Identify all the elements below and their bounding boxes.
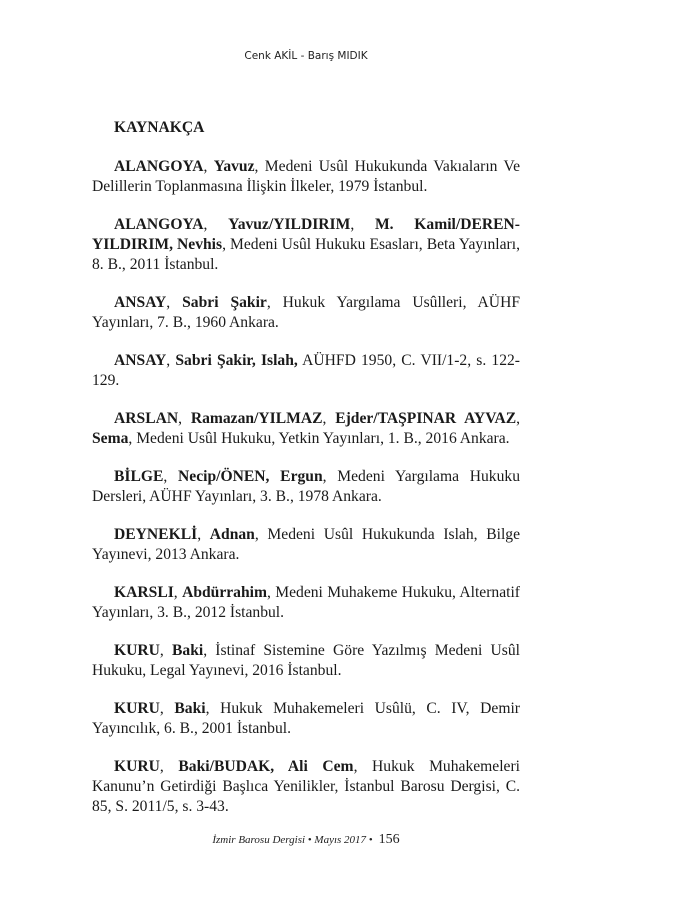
bibliography-entry [92,757,520,817]
bibliography-entry [92,157,520,197]
entry-author: Yavuz/YILDIRIM [228,216,351,233]
entry-author: Baki/BUDAK, Ali Cem [178,758,354,775]
bibliography-entry [92,467,520,507]
bibliography-entry [92,699,520,739]
entry-author: DEYNEKLİ [114,526,198,543]
entry-text: , [166,352,176,369]
bibliography-entry [92,525,520,565]
entry-author: Ejder/TAŞPINAR AYVAZ [335,410,517,427]
page-number: 156 [378,832,400,847]
entry-author: ANSAY [114,294,167,311]
entry-text: , [173,584,183,601]
entry-text: , Medeni Usûl Hukuku Esasları, Beta Yayınları, 8. B., 2011 İstanbul. [92,236,520,273]
section-heading: KAYNAKÇA [114,119,205,136]
entry-author: Baki [174,700,206,717]
running-head: Cenk AKİL - Barış MIDIK [244,50,368,62]
bibliography-entry [92,583,520,623]
entry-text: , İstinaf Sistemine Göre Yazılmış Medeni Usûl Hukuku, Legal Yayınevi, 2016 İstanbul. [92,642,521,679]
entry-author: Sema [92,430,129,447]
entry-author: KURU [114,758,160,775]
entry-author: KURU [114,642,160,659]
bibliography-entry [92,409,520,449]
entry-author: Baki [172,642,204,659]
entry-text: , [203,216,229,233]
bibliography-list [92,157,520,817]
entry-text: , [159,642,173,659]
entry-text: , [178,410,191,427]
entry-author: Ramazan/YILMAZ [190,410,323,427]
entry-author: Sabri Şakir [182,294,267,311]
bibliography [92,118,520,835]
entry-author: Yavuz [213,158,255,175]
entry-author: Necip/ÖNEN, Ergun [178,468,323,485]
entry-author: ANSAY [114,352,167,369]
entry-text: , Hukuk Muhakemeleri Kanunu’n Getirdiği Başlıca Yenilikler, İstanbul Barosu Dergisi, C. 85, S. 2011/5, s. 3-43. [92,758,520,815]
entry-text: , [516,410,521,427]
entry-text: , [322,410,336,427]
entry-text: , [203,158,214,175]
entry-author: ALANGOYA [114,158,204,175]
entry-text: , [166,294,183,311]
entry-author: Sabri Şakir, Islah, [175,352,298,369]
entry-text: AÜHFD 1950, C. VII/1-2, s. 122-129. [92,352,520,389]
entry-text: , Medeni Yargılama Hukuku Dersleri, AÜHF Yayınları, 3. B., 1978 Ankara. [92,468,520,505]
bibliography-entry [92,215,520,275]
bibliography-entry [92,351,520,391]
entry-author: M. Kamil/DEREN-YILDIRIM, Nevhis [92,216,520,253]
entry-text: , Hukuk Muhakemeleri Usûlü, C. IV, Demir Yayıncılık, 6. B., 2001 İstanbul. [92,700,520,737]
entry-text: , Medeni Muhakeme Hukuku, Alternatif Yayınları, 3. B., 2012 İstanbul. [92,584,520,621]
entry-text: , Medeni Usûl Hukukunda Islah, Bilge Yayınevi, 2013 Ankara. [92,526,520,563]
entry-text: , [197,526,210,543]
bibliography-entry [92,641,520,681]
entry-author: BİLGE [114,468,164,485]
entry-text: , Medeni Usûl Hukukunda Vakıaların Ve Delillerin Toplanmasına İlişkin İlkeler, 1979 İstanbul. [92,158,520,195]
entry-author: Abdürrahim [182,584,267,601]
page-footer [0,832,612,848]
entry-text: , [350,216,375,233]
entry-author: Adnan [209,526,255,543]
entry-text: , Medeni Usûl Hukuku, Yetkin Yayınları, 1. B., 2016 Ankara. [128,430,510,447]
bibliography-entry [92,293,520,333]
journal-name: İzmir Barosu Dergisi • Mayıs 2017 • [212,834,373,846]
entry-author: ALANGOYA [114,216,204,233]
entry-author: KURU [114,700,160,717]
entry-text: , [159,758,179,775]
entry-text: , [163,468,179,485]
entry-text: , Hukuk Yargılama Usûlleri, AÜHF Yayınları, 7. B., 1960 Ankara. [92,294,520,331]
entry-author: KARSLI [114,584,174,601]
entry-author: ARSLAN [114,410,179,427]
entry-text: , [159,700,175,717]
